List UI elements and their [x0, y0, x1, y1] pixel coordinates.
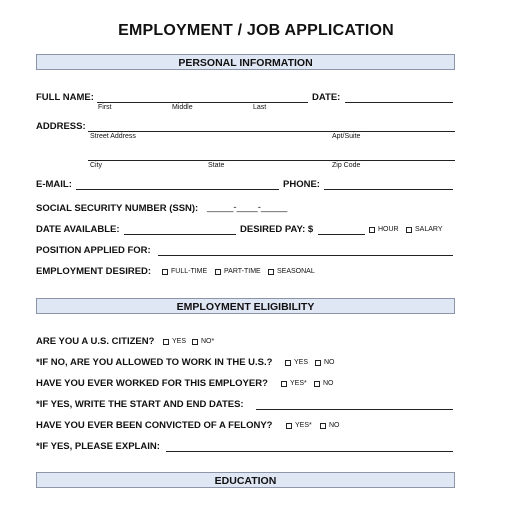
citizen-no-option[interactable]: NO* — [192, 338, 214, 345]
phone-label: PHONE: — [283, 179, 320, 190]
start-end-dates-label: *IF YES, WRITE THE START AND END DATES: — [36, 399, 244, 410]
felony-yes-checkbox[interactable] — [286, 423, 292, 429]
hour-checkbox[interactable] — [369, 227, 375, 233]
last-name-caption: Last — [253, 104, 267, 111]
worked-yes-option[interactable]: YES* — [281, 380, 307, 387]
date-available-label: DATE AVAILABLE: — [36, 224, 120, 235]
date-available-field[interactable] — [124, 234, 236, 235]
email-field[interactable] — [76, 189, 279, 190]
apt-suite-caption: Apt/Suite — [332, 133, 361, 140]
section-employment-eligibility: EMPLOYMENT ELIGIBILITY — [36, 298, 455, 314]
desired-pay-field[interactable] — [318, 234, 365, 235]
ssn-label: SOCIAL SECURITY NUMBER (SSN): — [36, 203, 199, 214]
worked-no-checkbox[interactable] — [314, 381, 320, 387]
seasonal-checkbox[interactable] — [268, 269, 274, 275]
zip-code-caption: Zip Code — [332, 162, 361, 169]
state-caption: State — [208, 162, 225, 169]
email-label: E-MAIL: — [36, 179, 72, 190]
citizen-question: ARE YOU A U.S. CITIZEN? — [36, 336, 155, 347]
section-personal-information: PERSONAL INFORMATION — [36, 54, 455, 70]
felony-no-checkbox[interactable] — [320, 423, 326, 429]
street-address-caption: Street Address — [90, 133, 136, 140]
part-time-option[interactable]: PART-TIME — [215, 268, 261, 275]
felony-question: HAVE YOU EVER BEEN CONVICTED OF A FELONY? — [36, 420, 273, 431]
salary-option[interactable]: SALARY — [406, 226, 443, 233]
allowed-no-option[interactable]: NO — [315, 359, 335, 366]
desired-pay-label: DESIRED PAY: $ — [240, 224, 314, 235]
allowed-no-checkbox[interactable] — [315, 360, 321, 366]
full-time-checkbox[interactable] — [162, 269, 168, 275]
worked-for-employer-question: HAVE YOU EVER WORKED FOR THIS EMPLOYER? — [36, 378, 268, 389]
address-label: ADDRESS: — [36, 121, 86, 132]
seasonal-option[interactable]: SEASONAL — [268, 268, 315, 275]
full-name-label: FULL NAME: — [36, 92, 94, 103]
salary-checkbox[interactable] — [406, 227, 412, 233]
city-state-zip-field[interactable] — [88, 160, 455, 161]
citizen-yes-checkbox[interactable] — [163, 339, 169, 345]
date-label: DATE: — [312, 92, 341, 103]
ssn-field[interactable]: _____-____-_____ — [207, 202, 288, 213]
section-education: EDUCATION — [36, 472, 455, 488]
part-time-checkbox[interactable] — [215, 269, 221, 275]
citizen-yes-option[interactable]: YES — [163, 338, 186, 345]
middle-name-caption: Middle — [172, 104, 193, 111]
full-time-option[interactable]: FULL-TIME — [162, 268, 207, 275]
felony-yes-option[interactable]: YES* — [286, 422, 312, 429]
explain-field[interactable] — [166, 451, 453, 452]
allowed-yes-option[interactable]: YES — [285, 359, 308, 366]
phone-field[interactable] — [324, 189, 453, 190]
start-end-dates-field[interactable] — [256, 409, 453, 410]
city-caption: City — [90, 162, 103, 169]
worked-no-option[interactable]: NO — [314, 380, 334, 387]
first-name-caption: First — [98, 104, 112, 111]
hour-option[interactable]: HOUR — [369, 226, 399, 233]
citizen-no-checkbox[interactable] — [192, 339, 198, 345]
page-title: EMPLOYMENT / JOB APPLICATION — [118, 22, 394, 39]
allowed-yes-checkbox[interactable] — [285, 360, 291, 366]
employment-desired-label: EMPLOYMENT DESIRED: — [36, 266, 152, 277]
date-field[interactable] — [345, 102, 453, 103]
allowed-to-work-question: *IF NO, ARE YOU ALLOWED TO WORK IN THE U.S.? — [36, 357, 273, 368]
felony-no-option[interactable]: NO — [320, 422, 340, 429]
street-address-field[interactable] — [88, 131, 455, 132]
worked-yes-checkbox[interactable] — [281, 381, 287, 387]
full-name-field[interactable] — [97, 102, 308, 103]
explain-label: *IF YES, PLEASE EXPLAIN: — [36, 441, 160, 452]
position-label: POSITION APPLIED FOR: — [36, 245, 151, 256]
position-field[interactable] — [158, 255, 453, 256]
